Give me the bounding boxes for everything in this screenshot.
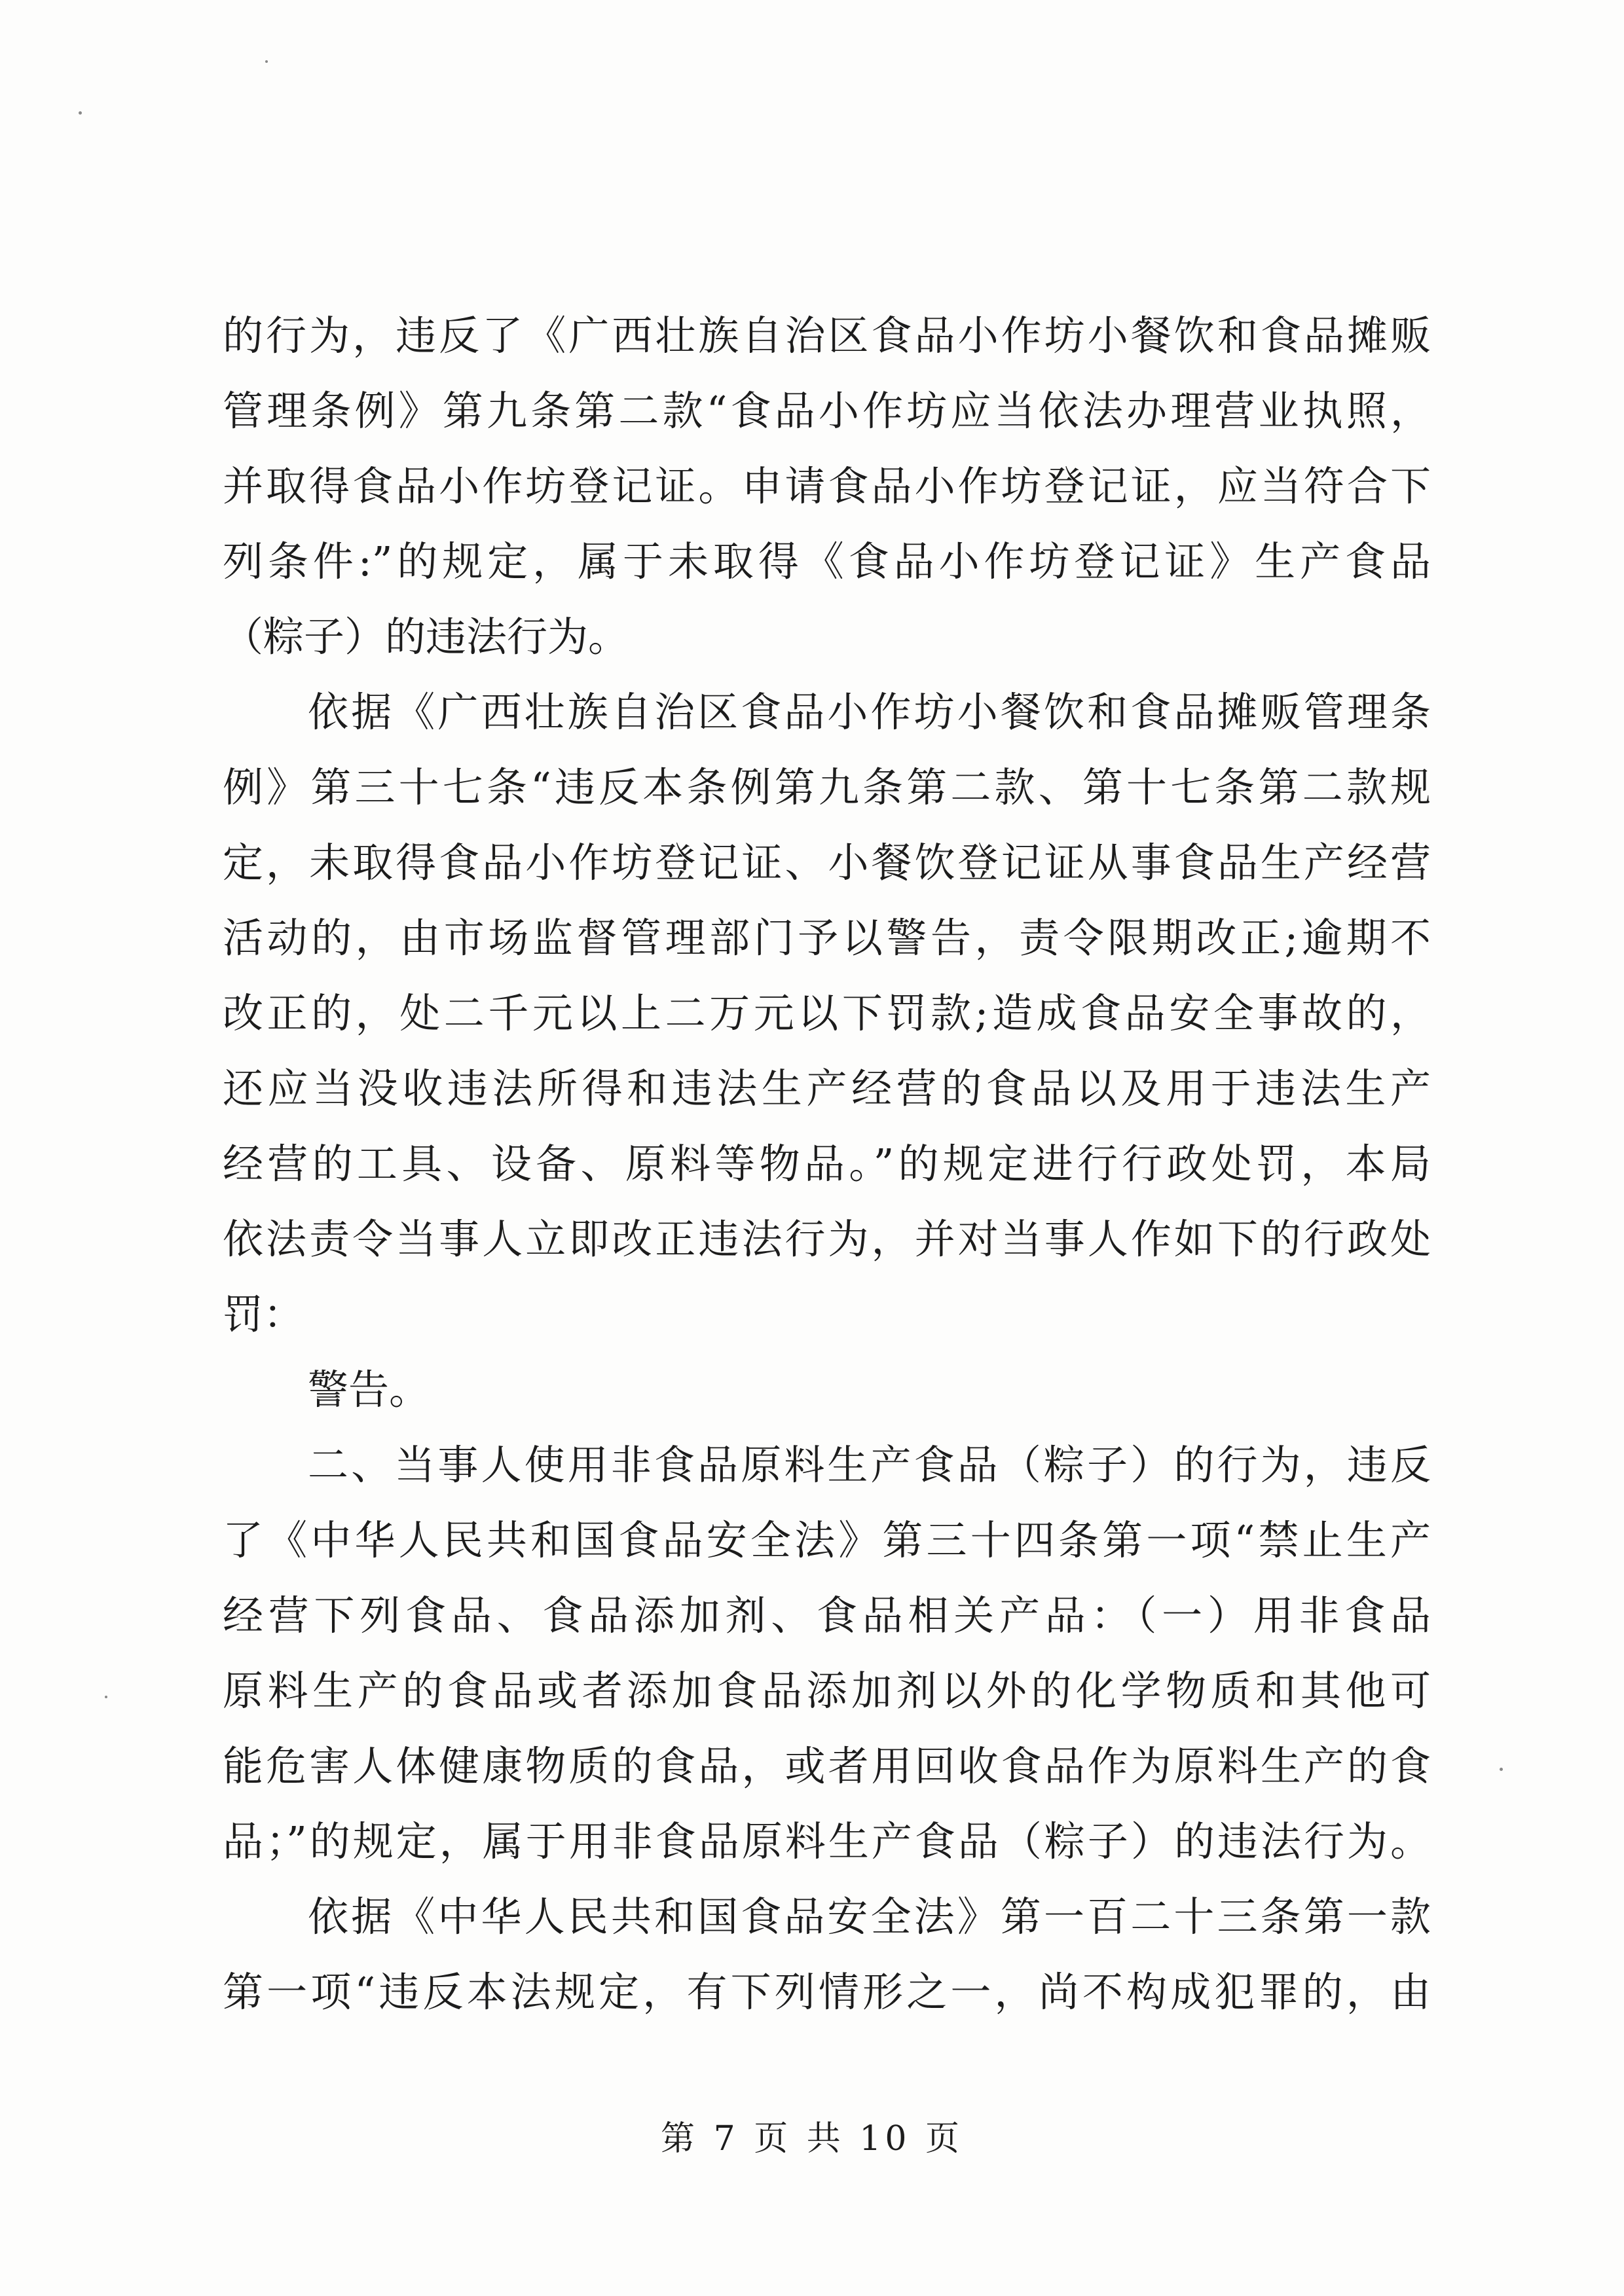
text-line: 活动的，由市场监督管理部门予以警告，责令限期改正;逾期不: [223, 914, 1431, 962]
scan-speck: [1500, 1768, 1503, 1771]
text-line: 依据《中华人民共和国食品安全法》第一百二十三条第一款: [308, 1893, 1431, 1941]
text-line: 了《中华人民共和国食品安全法》第三十四条第一项“禁止生产: [223, 1516, 1431, 1564]
text-line: 依据《广西壮族自治区食品小作坊小餐饮和食品摊贩管理条: [308, 688, 1431, 736]
text-line: 二、当事人使用非食品原料生产食品（粽子）的行为，违反: [308, 1441, 1431, 1489]
scan-speck: [105, 1696, 107, 1698]
text-line: 经营的工具、设备、原料等物品。”的规定进行行政处罚，本局: [223, 1140, 1431, 1188]
text-line: 的行为，违反了《广西壮族自治区食品小作坊小餐饮和食品摊贩: [223, 312, 1431, 359]
text-line: 管理条例》第九条第二款“食品小作坊应当依法办理营业执照，: [223, 387, 1431, 435]
text-line: 并取得食品小作坊登记证。申请食品小作坊登记证，应当符合下: [223, 462, 1431, 510]
text-line: 警告。: [308, 1366, 430, 1413]
text-line: 改正的，处二千元以上二万元以下罚款;造成食品安全事故的，: [223, 989, 1431, 1037]
text-line: 品；”的规定，属于用非食品原料生产食品（粽子）的违法行为。: [223, 1817, 1431, 1865]
text-line: 还应当没收违法所得和违法生产经营的食品以及用于违法生产: [223, 1065, 1431, 1112]
text-line: 列条件:”的规定，属于未取得《食品小作坊登记证》生产食品: [223, 538, 1431, 585]
text-line: 依法责令当事人立即改正违法行为，并对当事人作如下的行政处: [223, 1215, 1431, 1263]
text-line: 能危害人体健康物质的食品，或者用回收食品作为原料生产的食: [223, 1742, 1431, 1790]
text-line: 经营下列食品、食品添加剂、食品相关产品：（一）用非食品: [223, 1592, 1431, 1639]
text-line: （粽子）的违法行为。: [223, 613, 629, 661]
scan-speck: [265, 60, 268, 63]
text-line: 原料生产的食品或者添加食品添加剂以外的化学物质和其他可: [223, 1667, 1431, 1715]
scan-speck: [79, 111, 82, 115]
text-line: 罚：: [223, 1290, 304, 1338]
text-line: 定，未取得食品小作坊登记证、小餐饮登记证从事食品生产经营: [223, 839, 1431, 886]
text-line: 第一项“违反本法规定，有下列情形之一，尚不构成犯罪的，由: [223, 1968, 1431, 2016]
page-footer: 第 7 页 共 10 页: [661, 2119, 963, 2159]
text-line: 例》第三十七条“违反本条例第九条第二款、第十七条第二款规: [223, 763, 1431, 811]
document-body: [223, 298, 1431, 2030]
